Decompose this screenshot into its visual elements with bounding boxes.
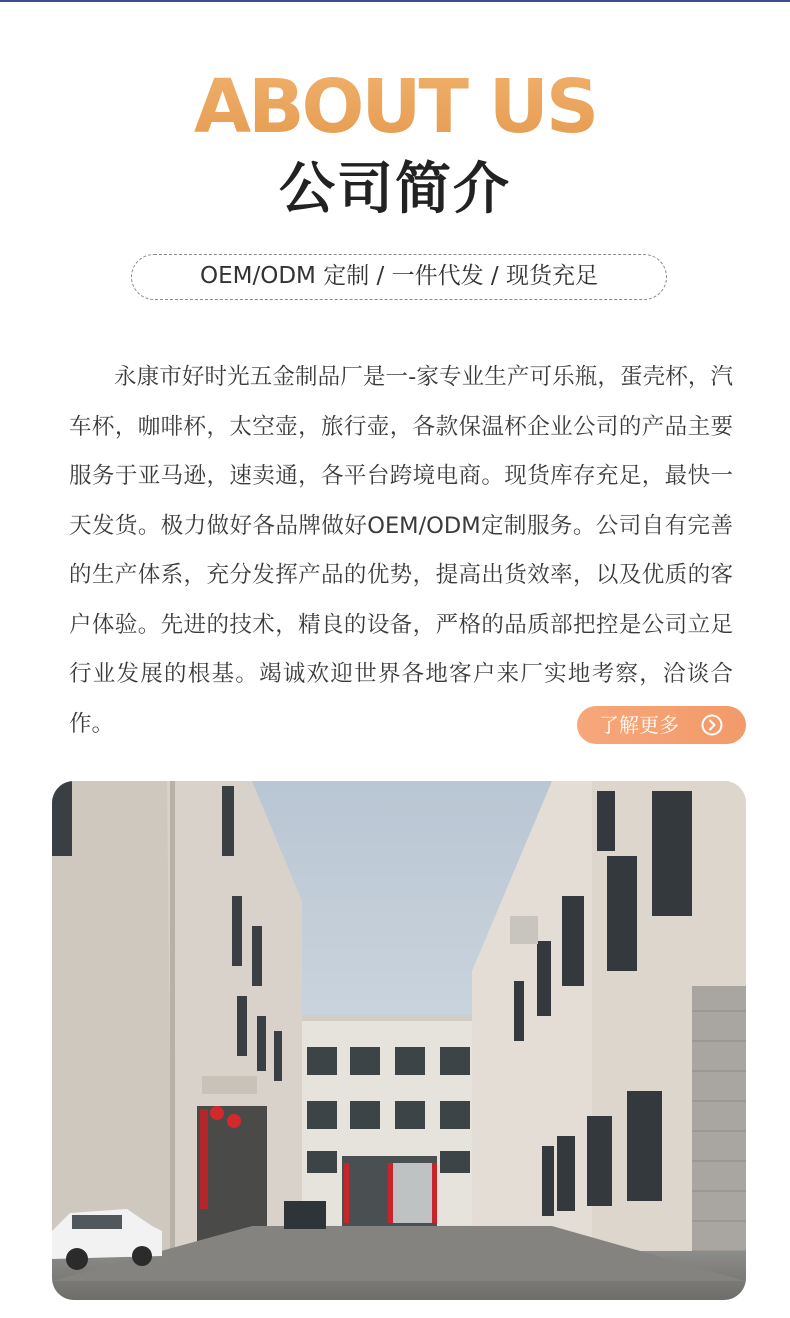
learn-more-button[interactable] (577, 706, 746, 744)
about-us-heading: ABOUT US (0, 62, 790, 152)
company-description: 永康市好时光五金制品厂是一-家专业生产可乐瓶，蛋壳杯，汽车杯，咖啡杯，太空壶，旅行壶，各款保温杯企业公司的产品主要服务于亚马逊，速卖通，各平台跨境电商。现货库存充足，最快一天发货。极力做好各品牌做好OEM/ODM定制服务。公司自有完善的生产体系，充分发挥产品的优势，提高出货效率，以及优质的客户体验。先进的技术，精良的设备，严格的品质部把控是公司立足行业发展的根基。竭诚欢迎世界各地客户来厂实地考察，洽谈合作。 (69, 364, 733, 737)
company-intro-heading: 公司简介 (279, 157, 511, 222)
factory-courtyard-image (52, 781, 746, 1300)
top-divider (0, 0, 790, 2)
chevron-right-circle-icon (701, 714, 723, 736)
factory-photo (52, 781, 746, 1300)
learn-more-label: 了解更多 (599, 713, 679, 737)
service-tagline: OEM/ODM 定制 / 一件代发 / 现货充足 (131, 254, 667, 300)
